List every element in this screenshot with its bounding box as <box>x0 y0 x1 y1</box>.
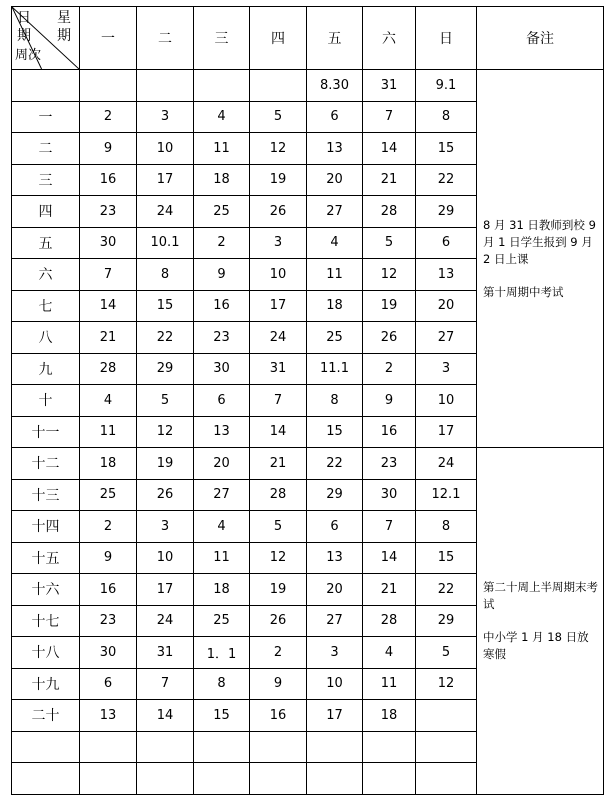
date-cell: 14 <box>137 700 194 732</box>
day-header-sun: 日 <box>416 7 477 70</box>
date-cell <box>194 70 250 102</box>
week-number-cell: 六 <box>12 259 80 291</box>
date-cell: 10 <box>250 259 307 291</box>
notes-cell-first <box>477 70 604 448</box>
date-cell: 3 <box>250 227 307 259</box>
week-number-cell <box>12 731 80 763</box>
day-header-fri: 五 <box>307 7 363 70</box>
date-cell: 6 <box>307 101 363 133</box>
date-cell: 29 <box>416 605 477 637</box>
date-cell: 16 <box>250 700 307 732</box>
date-cell: 18 <box>80 448 137 480</box>
date-cell: 18 <box>363 700 416 732</box>
date-cell: 20 <box>416 290 477 322</box>
week-number-cell: 十一 <box>12 416 80 448</box>
corner-label-qi2: 期 <box>57 28 71 44</box>
table-row <box>12 70 604 102</box>
date-cell: 18 <box>194 574 250 606</box>
week-number-cell: 十六 <box>12 574 80 606</box>
week-number-cell: 十八 <box>12 637 80 669</box>
date-cell: 25 <box>194 605 250 637</box>
date-cell: 6 <box>416 227 477 259</box>
note-text: 8 月 31 日教师到校 9 月 1 日学生报到 9 月 2 日上课 <box>483 217 596 266</box>
date-cell: 30 <box>363 479 416 511</box>
date-cell: 19 <box>250 164 307 196</box>
date-cell: 16 <box>194 290 250 322</box>
date-cell: 15 <box>137 290 194 322</box>
week-number-cell: 一 <box>12 101 80 133</box>
date-cell <box>194 763 250 795</box>
date-cell: 24 <box>137 196 194 228</box>
day-header-sat: 六 <box>363 7 416 70</box>
week-number-cell: 十三 <box>12 479 80 511</box>
date-cell: 8 <box>416 101 477 133</box>
date-cell <box>250 763 307 795</box>
date-cell: 2 <box>80 511 137 543</box>
date-cell: 21 <box>363 164 416 196</box>
date-cell: 16 <box>80 574 137 606</box>
date-cell: 19 <box>363 290 416 322</box>
date-cell <box>416 700 477 732</box>
date-cell: 9 <box>80 542 137 574</box>
date-cell: 4 <box>307 227 363 259</box>
date-cell: 12.1 <box>416 479 477 511</box>
date-cell: 26 <box>250 605 307 637</box>
date-cell: 2 <box>80 101 137 133</box>
date-cell: 21 <box>363 574 416 606</box>
date-cell: 7 <box>137 668 194 700</box>
date-cell: 14 <box>363 133 416 165</box>
week-number-cell: 十七 <box>12 605 80 637</box>
notes-header: 备注 <box>477 7 604 70</box>
date-cell: 3 <box>416 353 477 385</box>
date-cell: 29 <box>416 196 477 228</box>
date-cell: 1．1 <box>194 637 250 669</box>
date-cell: 8 <box>194 668 250 700</box>
date-cell: 4 <box>363 637 416 669</box>
date-cell: 7 <box>363 101 416 133</box>
date-cell: 7 <box>250 385 307 417</box>
week-number-cell: 七 <box>12 290 80 322</box>
date-cell: 31 <box>137 637 194 669</box>
date-cell: 29 <box>137 353 194 385</box>
week-number-cell: 二 <box>12 133 80 165</box>
date-cell: 12 <box>363 259 416 291</box>
notes-cell-second <box>477 448 604 795</box>
date-cell: 13 <box>416 259 477 291</box>
date-cell <box>80 731 137 763</box>
date-cell: 28 <box>363 196 416 228</box>
week-number-cell: 二十 <box>12 700 80 732</box>
date-cell: 12 <box>250 542 307 574</box>
date-cell: 2 <box>250 637 307 669</box>
note-text: 中小学 1 月 18 日放寒假 <box>483 629 589 661</box>
date-cell: 14 <box>250 416 307 448</box>
date-cell: 28 <box>250 479 307 511</box>
date-cell: 13 <box>194 416 250 448</box>
corner-header-cell <box>12 7 80 70</box>
date-cell: 23 <box>80 196 137 228</box>
date-cell: 23 <box>194 322 250 354</box>
corner-label-qi: 期 <box>17 28 31 44</box>
date-cell: 14 <box>363 542 416 574</box>
date-cell: 2 <box>363 353 416 385</box>
date-cell: 7 <box>363 511 416 543</box>
date-cell <box>363 731 416 763</box>
date-cell: 23 <box>363 448 416 480</box>
date-cell: 17 <box>307 700 363 732</box>
date-cell: 27 <box>307 605 363 637</box>
date-cell: 17 <box>416 416 477 448</box>
date-cell: 16 <box>363 416 416 448</box>
date-cell: 24 <box>416 448 477 480</box>
date-cell: 10 <box>416 385 477 417</box>
week-number-cell <box>12 763 80 795</box>
week-number-cell <box>12 70 80 102</box>
date-cell: 25 <box>80 479 137 511</box>
date-cell: 10 <box>307 668 363 700</box>
date-cell: 5 <box>137 385 194 417</box>
date-cell: 13 <box>307 133 363 165</box>
date-cell: 20 <box>194 448 250 480</box>
date-cell: 20 <box>307 164 363 196</box>
date-cell: 3 <box>137 101 194 133</box>
date-cell: 30 <box>194 353 250 385</box>
week-number-cell: 五 <box>12 227 80 259</box>
week-number-cell: 十五 <box>12 542 80 574</box>
date-cell: 5 <box>416 637 477 669</box>
date-cell: 21 <box>250 448 307 480</box>
date-cell: 18 <box>307 290 363 322</box>
date-cell <box>307 731 363 763</box>
table-row <box>12 448 604 480</box>
date-cell: 11 <box>80 416 137 448</box>
date-cell: 9 <box>80 133 137 165</box>
date-cell: 5 <box>363 227 416 259</box>
date-cell: 15 <box>416 542 477 574</box>
date-cell: 13 <box>80 700 137 732</box>
date-cell: 18 <box>194 164 250 196</box>
date-cell: 22 <box>137 322 194 354</box>
date-cell: 13 <box>307 542 363 574</box>
date-cell: 24 <box>137 605 194 637</box>
calendar-body <box>12 70 604 795</box>
note-text: 第十周期中考试 <box>483 284 564 299</box>
date-cell: 17 <box>137 574 194 606</box>
day-header-wed: 三 <box>194 7 250 70</box>
date-cell: 12 <box>416 668 477 700</box>
date-cell: 19 <box>250 574 307 606</box>
date-cell: 27 <box>194 479 250 511</box>
date-cell <box>137 731 194 763</box>
date-cell: 9.1 <box>416 70 477 102</box>
day-header-tue: 二 <box>137 7 194 70</box>
date-cell: 11 <box>194 133 250 165</box>
date-cell: 6 <box>80 668 137 700</box>
date-cell: 7 <box>80 259 137 291</box>
date-cell: 11.1 <box>307 353 363 385</box>
corner-label-zhouci: 周次 <box>15 48 42 63</box>
date-cell: 9 <box>250 668 307 700</box>
date-cell <box>194 731 250 763</box>
date-cell: 16 <box>80 164 137 196</box>
date-cell: 8 <box>137 259 194 291</box>
date-cell: 6 <box>194 385 250 417</box>
date-cell: 22 <box>416 164 477 196</box>
date-cell: 3 <box>137 511 194 543</box>
week-number-cell: 三 <box>12 164 80 196</box>
date-cell: 26 <box>137 479 194 511</box>
week-number-cell: 十 <box>12 385 80 417</box>
date-cell: 4 <box>80 385 137 417</box>
date-cell: 3 <box>307 637 363 669</box>
date-cell <box>250 70 307 102</box>
date-cell: 14 <box>80 290 137 322</box>
date-cell: 12 <box>137 416 194 448</box>
date-cell: 22 <box>307 448 363 480</box>
date-cell: 11 <box>194 542 250 574</box>
date-cell <box>80 763 137 795</box>
day-header-thu: 四 <box>250 7 307 70</box>
week-number-cell: 四 <box>12 196 80 228</box>
date-cell: 30 <box>80 227 137 259</box>
date-cell: 2 <box>194 227 250 259</box>
date-cell: 15 <box>307 416 363 448</box>
date-cell <box>307 763 363 795</box>
date-cell: 5 <box>250 101 307 133</box>
date-cell: 11 <box>363 668 416 700</box>
date-cell: 27 <box>307 196 363 228</box>
note-text: 第二十周上半周期末考试 <box>483 579 598 611</box>
date-cell: 5 <box>250 511 307 543</box>
date-cell: 4 <box>194 101 250 133</box>
date-cell: 31 <box>363 70 416 102</box>
date-cell <box>80 70 137 102</box>
date-cell: 24 <box>250 322 307 354</box>
date-cell: 25 <box>307 322 363 354</box>
date-cell: 8.30 <box>307 70 363 102</box>
date-cell: 10 <box>137 542 194 574</box>
date-cell: 22 <box>416 574 477 606</box>
corner-label-xing: 星 <box>57 10 71 26</box>
date-cell: 20 <box>307 574 363 606</box>
date-cell: 12 <box>250 133 307 165</box>
date-cell <box>137 763 194 795</box>
date-cell: 28 <box>363 605 416 637</box>
date-cell: 17 <box>250 290 307 322</box>
date-cell: 15 <box>194 700 250 732</box>
week-number-cell: 八 <box>12 322 80 354</box>
date-cell: 9 <box>194 259 250 291</box>
date-cell: 29 <box>307 479 363 511</box>
date-cell: 21 <box>80 322 137 354</box>
date-cell <box>137 70 194 102</box>
date-cell: 8 <box>307 385 363 417</box>
date-cell: 26 <box>363 322 416 354</box>
date-cell: 28 <box>80 353 137 385</box>
day-header-mon: 一 <box>80 7 137 70</box>
date-cell: 10 <box>137 133 194 165</box>
school-calendar-table <box>11 6 604 795</box>
week-number-cell: 十二 <box>12 448 80 480</box>
date-cell: 30 <box>80 637 137 669</box>
week-number-cell: 十九 <box>12 668 80 700</box>
date-cell: 6 <box>307 511 363 543</box>
date-cell: 26 <box>250 196 307 228</box>
date-cell: 9 <box>363 385 416 417</box>
date-cell <box>250 731 307 763</box>
date-cell: 11 <box>307 259 363 291</box>
date-cell: 19 <box>137 448 194 480</box>
date-cell <box>363 763 416 795</box>
date-cell: 17 <box>137 164 194 196</box>
date-cell: 27 <box>416 322 477 354</box>
date-cell <box>416 731 477 763</box>
corner-label-ri: 日 <box>17 10 31 26</box>
week-number-cell: 十四 <box>12 511 80 543</box>
date-cell: 25 <box>194 196 250 228</box>
date-cell: 31 <box>250 353 307 385</box>
date-cell <box>416 763 477 795</box>
date-cell: 4 <box>194 511 250 543</box>
date-cell: 15 <box>416 133 477 165</box>
header-row <box>12 7 604 70</box>
date-cell: 8 <box>416 511 477 543</box>
date-cell: 23 <box>80 605 137 637</box>
week-number-cell: 九 <box>12 353 80 385</box>
date-cell: 10.1 <box>137 227 194 259</box>
